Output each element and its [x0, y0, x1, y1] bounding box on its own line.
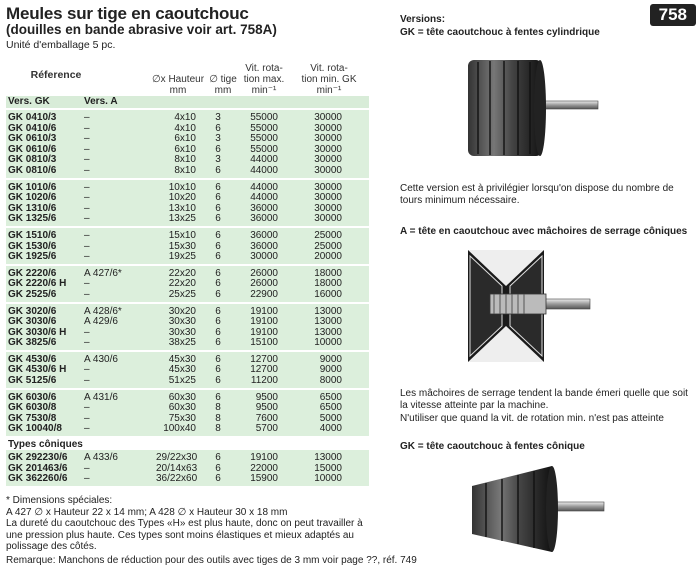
table-row	[6, 268, 369, 279]
table-row	[6, 251, 369, 262]
cell-vmax: 19100	[250, 452, 278, 464]
header-shank: ∅ tige	[209, 74, 237, 85]
cell-dim: 45x30	[168, 353, 196, 365]
cell-shank: 8	[215, 412, 221, 424]
cell-vers-a: –	[84, 164, 90, 176]
cell-vers-a: A 429/6	[84, 316, 118, 328]
cell-vmax: 55000	[250, 133, 278, 145]
cell-dim: 19x25	[168, 251, 196, 263]
table-row	[6, 354, 369, 365]
table-row	[6, 123, 369, 134]
cell-dim: 22x20	[168, 267, 196, 279]
cell-vmax: 22900	[250, 288, 278, 300]
cell-vers-a: –	[84, 402, 90, 414]
cell-vers-a: A 428/6*	[84, 305, 122, 317]
cell-gk: GK 0410/6	[8, 122, 57, 134]
cell-dim: 8x10	[174, 154, 196, 166]
cell-vmin: 18000	[314, 267, 342, 279]
cell-vmax: 19100	[250, 305, 278, 317]
header-vmin-unit: min⁻¹	[316, 85, 342, 96]
cell-gk: GK 0410/3	[8, 112, 57, 123]
remark: Remarque: Manchons de réduction pour des outils avec tiges de 3 mm voir page ??, réf. 749	[6, 555, 417, 566]
cell-vmax: 30000	[250, 251, 278, 263]
cell-vers-a: –	[84, 278, 90, 290]
cell-shank: 6	[215, 278, 221, 290]
cell-gk: GK 6030/8	[8, 402, 57, 414]
cell-vmax: 7600	[255, 412, 278, 424]
cell-vmin: 6500	[319, 402, 342, 414]
cell-vmin: 25000	[314, 240, 342, 252]
table-row	[6, 182, 369, 193]
cell-gk: GK 0610/3	[8, 133, 57, 145]
cell-vmin: 5000	[319, 412, 342, 424]
cell-vmin: 8000	[319, 375, 342, 387]
cell-dim: 10x20	[168, 192, 196, 204]
cell-vmin: 6500	[319, 391, 342, 403]
header-vers-gk: Vers. GK	[8, 96, 50, 107]
cell-gk: GK 1020/6	[8, 192, 57, 204]
table-row	[6, 289, 369, 300]
cell-dim: 30x30	[168, 326, 196, 338]
cell-gk: GK 1010/6	[8, 181, 57, 193]
cell-vmax: 26000	[250, 278, 278, 290]
cell-vmax: 55000	[250, 143, 278, 155]
notes	[6, 495, 376, 553]
cone-types-body	[6, 450, 369, 486]
cell-vmax: 36000	[250, 229, 278, 241]
cell-dim: 30x20	[168, 305, 196, 317]
cell-vmax: 36000	[250, 202, 278, 214]
cell-dim: 45x30	[168, 364, 196, 376]
cell-vmax: 19100	[250, 316, 278, 328]
gk-cylindrical-title: GK = tête caoutchouc à fentes cylindrique	[400, 27, 600, 38]
cell-gk: GK 10040/8	[8, 423, 62, 435]
cell-gk: GK 0810/6	[8, 164, 57, 176]
cell-shank: 6	[215, 473, 221, 485]
cell-vmin: 30000	[314, 154, 342, 166]
cell-vmin: 16000	[314, 288, 342, 300]
cell-dim: 4x10	[174, 112, 196, 123]
cell-shank: 6	[215, 305, 221, 317]
cell-dim: 15x30	[168, 240, 196, 252]
table-row	[6, 452, 369, 463]
cell-vmax: 9500	[255, 402, 278, 414]
table-row	[6, 316, 369, 327]
cell-shank: 6	[215, 337, 221, 349]
cell-gk: GK 3030/6 H	[8, 326, 67, 338]
cell-vers-a: –	[84, 154, 90, 166]
hardness-note: La dureté du caoutchouc des Types «H» est plus haute, donc on peut travailler à une pression plus haute. Ces types sont moins élastiques et mieux adaptés au polissage des côtés.	[6, 518, 363, 552]
header-dim-unit: mm	[169, 85, 187, 96]
page-subtitle: (douilles en bande abrasive voir art. 758A)	[6, 22, 277, 37]
cell-shank: 6	[215, 452, 221, 464]
cell-vers-a: –	[84, 364, 90, 376]
cell-vers-a: –	[84, 181, 90, 193]
cell-vmax: 22000	[250, 462, 278, 474]
special-dims-title: * Dimensions spéciales:	[6, 495, 113, 506]
cell-vers-a: –	[84, 229, 90, 241]
version-a-warning: N'utiliser que quand la vit. de rotation min. n'est pas atteinte	[400, 413, 664, 424]
cell-vers-a: –	[84, 213, 90, 225]
cell-vers-a: –	[84, 326, 90, 338]
cell-shank: 6	[215, 181, 221, 193]
cell-vmin: 13000	[314, 305, 342, 317]
cell-shank: 6	[215, 192, 221, 204]
page-title: Meules sur tige en caoutchouc	[6, 4, 249, 23]
cell-gk: GK 1310/6	[8, 202, 57, 214]
table-row	[6, 154, 369, 165]
page-number-badge: 758	[650, 4, 696, 26]
table-row	[6, 133, 369, 144]
row-group	[6, 352, 369, 388]
cell-gk: GK 7530/8	[8, 412, 57, 424]
cell-vers-a: –	[84, 112, 90, 123]
cell-vmin: 30000	[314, 112, 342, 123]
cell-dim: 38x25	[168, 337, 196, 349]
cell-vmax: 36000	[250, 240, 278, 252]
table-row	[6, 413, 369, 424]
cell-vmin: 20000	[314, 251, 342, 263]
cell-shank: 6	[215, 267, 221, 279]
cell-gk: GK 2220/6 H	[8, 278, 67, 290]
cell-shank: 6	[215, 251, 221, 263]
table-row	[6, 230, 369, 241]
cell-dim: 20/14x63	[156, 462, 198, 474]
cell-gk: GK 6030/6	[8, 391, 57, 403]
cell-gk: GK 3825/6	[8, 337, 57, 349]
header-vmax-1: Vit. rota-	[245, 63, 283, 74]
cell-vmin: 15000	[314, 462, 342, 474]
cell-vers-a: –	[84, 240, 90, 252]
cone-types-title: Types côniques	[8, 439, 83, 451]
table-row	[6, 192, 369, 203]
cell-vmin: 18000	[314, 278, 342, 290]
header-vmin-1: Vit. rota-	[310, 63, 348, 74]
cell-dim: 8x10	[174, 164, 196, 176]
cell-vmin: 13000	[314, 452, 342, 464]
table-row	[6, 327, 369, 338]
table-row	[6, 375, 369, 386]
row-group	[6, 390, 369, 436]
cell-dim: 29/22x30	[156, 452, 198, 464]
cell-vmin: 4000	[319, 423, 342, 435]
table-row	[6, 392, 369, 403]
cylindrical-head-illustration	[460, 52, 600, 172]
cell-dim: 60x30	[168, 402, 196, 414]
cell-vers-a: –	[84, 122, 90, 134]
cell-shank: 6	[215, 462, 221, 474]
cell-vers-a: –	[84, 192, 90, 204]
cell-vmax: 44000	[250, 154, 278, 166]
header-vers-a: Vers. A	[84, 96, 118, 107]
product-table	[6, 52, 369, 486]
cell-gk: GK 0610/6	[8, 143, 57, 155]
cell-vmin: 13000	[314, 326, 342, 338]
cell-shank: 6	[215, 353, 221, 365]
cell-shank: 6	[215, 229, 221, 241]
cell-vmin: 30000	[314, 202, 342, 214]
cell-vers-a: –	[84, 288, 90, 300]
cell-vers-a: –	[84, 473, 90, 485]
cell-shank: 8	[215, 402, 221, 414]
cell-vmin: 9000	[319, 353, 342, 365]
cell-vmin: 10000	[314, 337, 342, 349]
cell-shank: 6	[215, 164, 221, 176]
cell-vmax: 55000	[250, 112, 278, 123]
table-row	[6, 423, 369, 434]
cell-dim: 10x10	[168, 181, 196, 193]
row-group	[6, 228, 369, 264]
cell-dim: 51x25	[168, 375, 196, 387]
clamping-jaws-illustration	[462, 246, 592, 366]
cell-gk: GK 4530/6	[8, 353, 57, 365]
cell-vmax: 12700	[250, 364, 278, 376]
row-group	[6, 304, 369, 350]
table-row	[6, 402, 369, 413]
cell-shank: 6	[215, 316, 221, 328]
cell-vers-a: –	[84, 423, 90, 435]
cell-gk: GK 2525/6	[8, 288, 57, 300]
cell-vers-a: A 430/6	[84, 353, 118, 365]
cell-vmin: 30000	[314, 143, 342, 155]
cell-vmax: 36000	[250, 213, 278, 225]
header-vmax-unit: min⁻¹	[251, 85, 277, 96]
cell-dim: 4x10	[174, 122, 196, 134]
cell-vmin: 30000	[314, 181, 342, 193]
cell-vmax: 9500	[255, 391, 278, 403]
cell-dim: 6x10	[174, 133, 196, 145]
row-group	[6, 110, 369, 178]
header-vmax-2: tion max.	[243, 74, 285, 85]
cell-shank: 8	[215, 423, 221, 435]
cell-vmax: 26000	[250, 267, 278, 279]
cell-vers-a: A 431/6	[84, 391, 118, 403]
table-row	[6, 278, 369, 289]
cell-gk: GK 3030/6	[8, 316, 57, 328]
cell-gk: GK 3020/6	[8, 305, 57, 317]
header-vmin-2: tion min. GK	[301, 74, 357, 85]
table-row	[6, 364, 369, 375]
cell-dim: 22x20	[168, 278, 196, 290]
cell-vmin: 30000	[314, 192, 342, 204]
cell-shank: 6	[215, 122, 221, 134]
cell-shank: 6	[215, 240, 221, 252]
table-row	[6, 112, 369, 123]
packaging-unit: Unité d'emballage 5 pc.	[6, 39, 116, 51]
cell-vmax: 19100	[250, 326, 278, 338]
cell-vmax: 55000	[250, 122, 278, 134]
table-row	[6, 213, 369, 224]
cell-vmax: 44000	[250, 164, 278, 176]
cell-dim: 25x25	[168, 288, 196, 300]
cell-gk: GK 362260/6	[8, 473, 68, 485]
gk-conical-title: GK = tête caoutchouc à fentes cônique	[400, 441, 585, 452]
table-row	[6, 463, 369, 474]
cell-vers-a: –	[84, 133, 90, 145]
cell-vmax: 15100	[250, 337, 278, 349]
cell-vmin: 13000	[314, 316, 342, 328]
cell-shank: 6	[215, 143, 221, 155]
table-row	[6, 241, 369, 252]
header-shank-unit: mm	[214, 85, 232, 96]
cell-gk: GK 1510/6	[8, 229, 57, 241]
table-row	[6, 165, 369, 176]
cell-vmax: 5700	[255, 423, 278, 435]
cell-vers-a: –	[84, 462, 90, 474]
cell-gk: GK 1925/6	[8, 251, 57, 263]
row-group	[6, 266, 369, 302]
cell-vers-a: –	[84, 202, 90, 214]
cell-vers-a: A 433/6	[84, 452, 118, 464]
table-row	[6, 337, 369, 348]
cell-dim: 36/22x60	[156, 473, 198, 485]
cell-dim: 60x30	[168, 391, 196, 403]
cell-vmin: 30000	[314, 213, 342, 225]
table-row	[6, 306, 369, 317]
header-reference: Réference	[30, 69, 82, 81]
cell-gk: GK 1325/6	[8, 213, 57, 225]
header-dim: ∅x Hauteur	[151, 74, 205, 85]
cell-vers-a: –	[84, 251, 90, 263]
cell-dim: 13x25	[168, 213, 196, 225]
cell-vmax: 12700	[250, 353, 278, 365]
cylindrical-note: Cette version est à privilégier lorsqu'on dispose du nombre de tours minimum nécessaire.	[400, 183, 674, 206]
versions-title: Versions:	[400, 14, 446, 25]
cell-vmax: 11200	[250, 375, 278, 387]
cell-shank: 6	[215, 364, 221, 376]
cell-dim: 100x40	[163, 423, 196, 435]
cell-shank: 6	[215, 202, 221, 214]
cell-gk: GK 5125/6	[8, 375, 57, 387]
row-group	[6, 180, 369, 226]
cell-vmin: 25000	[314, 229, 342, 241]
cell-vmin: 30000	[314, 122, 342, 134]
cell-vers-a: –	[84, 143, 90, 155]
cell-gk: GK 0810/3	[8, 154, 57, 166]
special-dims-text: A 427 ∅ x Hauteur 22 x 14 mm; A 428 ∅ x Hauteur 30 x 18 mm	[6, 506, 288, 518]
cell-shank: 6	[215, 391, 221, 403]
cell-vmin: 30000	[314, 164, 342, 176]
cell-vers-a: –	[84, 375, 90, 387]
cell-dim: 30x30	[168, 316, 196, 328]
cell-vers-a: A 427/6*	[84, 267, 122, 279]
cell-shank: 6	[215, 326, 221, 338]
table-row	[6, 473, 369, 484]
cell-shank: 3	[215, 112, 221, 123]
cell-dim: 15x10	[168, 229, 196, 241]
cell-gk: GK 201463/6	[8, 462, 68, 474]
table-row	[6, 203, 369, 214]
cell-vmin: 30000	[314, 133, 342, 145]
cell-vmin: 10000	[314, 473, 342, 485]
cell-shank: 3	[215, 133, 221, 145]
cell-gk: GK 292230/6	[8, 452, 68, 464]
cell-shank: 6	[215, 375, 221, 387]
cell-dim: 13x10	[168, 202, 196, 214]
cell-vmin: 9000	[319, 364, 342, 376]
cell-shank: 3	[215, 154, 221, 166]
cell-shank: 6	[215, 288, 221, 300]
cell-vers-a: –	[84, 412, 90, 424]
cell-vmax: 44000	[250, 192, 278, 204]
cell-gk: GK 4530/6 H	[8, 364, 67, 376]
cell-gk: GK 1530/6	[8, 240, 57, 252]
cell-dim: 75x30	[168, 412, 196, 424]
table-header	[6, 52, 369, 96]
conical-head-illustration	[466, 462, 606, 562]
table-subheader	[6, 96, 369, 108]
cell-vmax: 15900	[250, 473, 278, 485]
cell-gk: GK 2220/6	[8, 267, 57, 279]
cell-vers-a: –	[84, 337, 90, 349]
cell-shank: 6	[215, 213, 221, 225]
cell-dim: 6x10	[174, 143, 196, 155]
version-a-title: A = tête en caoutchouc avec mâchoires de serrage côniques	[400, 226, 688, 237]
table-body	[6, 110, 369, 436]
version-a-note: Les mâchoires de serrage tendent la bande émeri quelle que soit la vitesse atteinte par la machine.	[400, 388, 688, 411]
table-row	[6, 144, 369, 155]
cell-vmax: 44000	[250, 181, 278, 193]
